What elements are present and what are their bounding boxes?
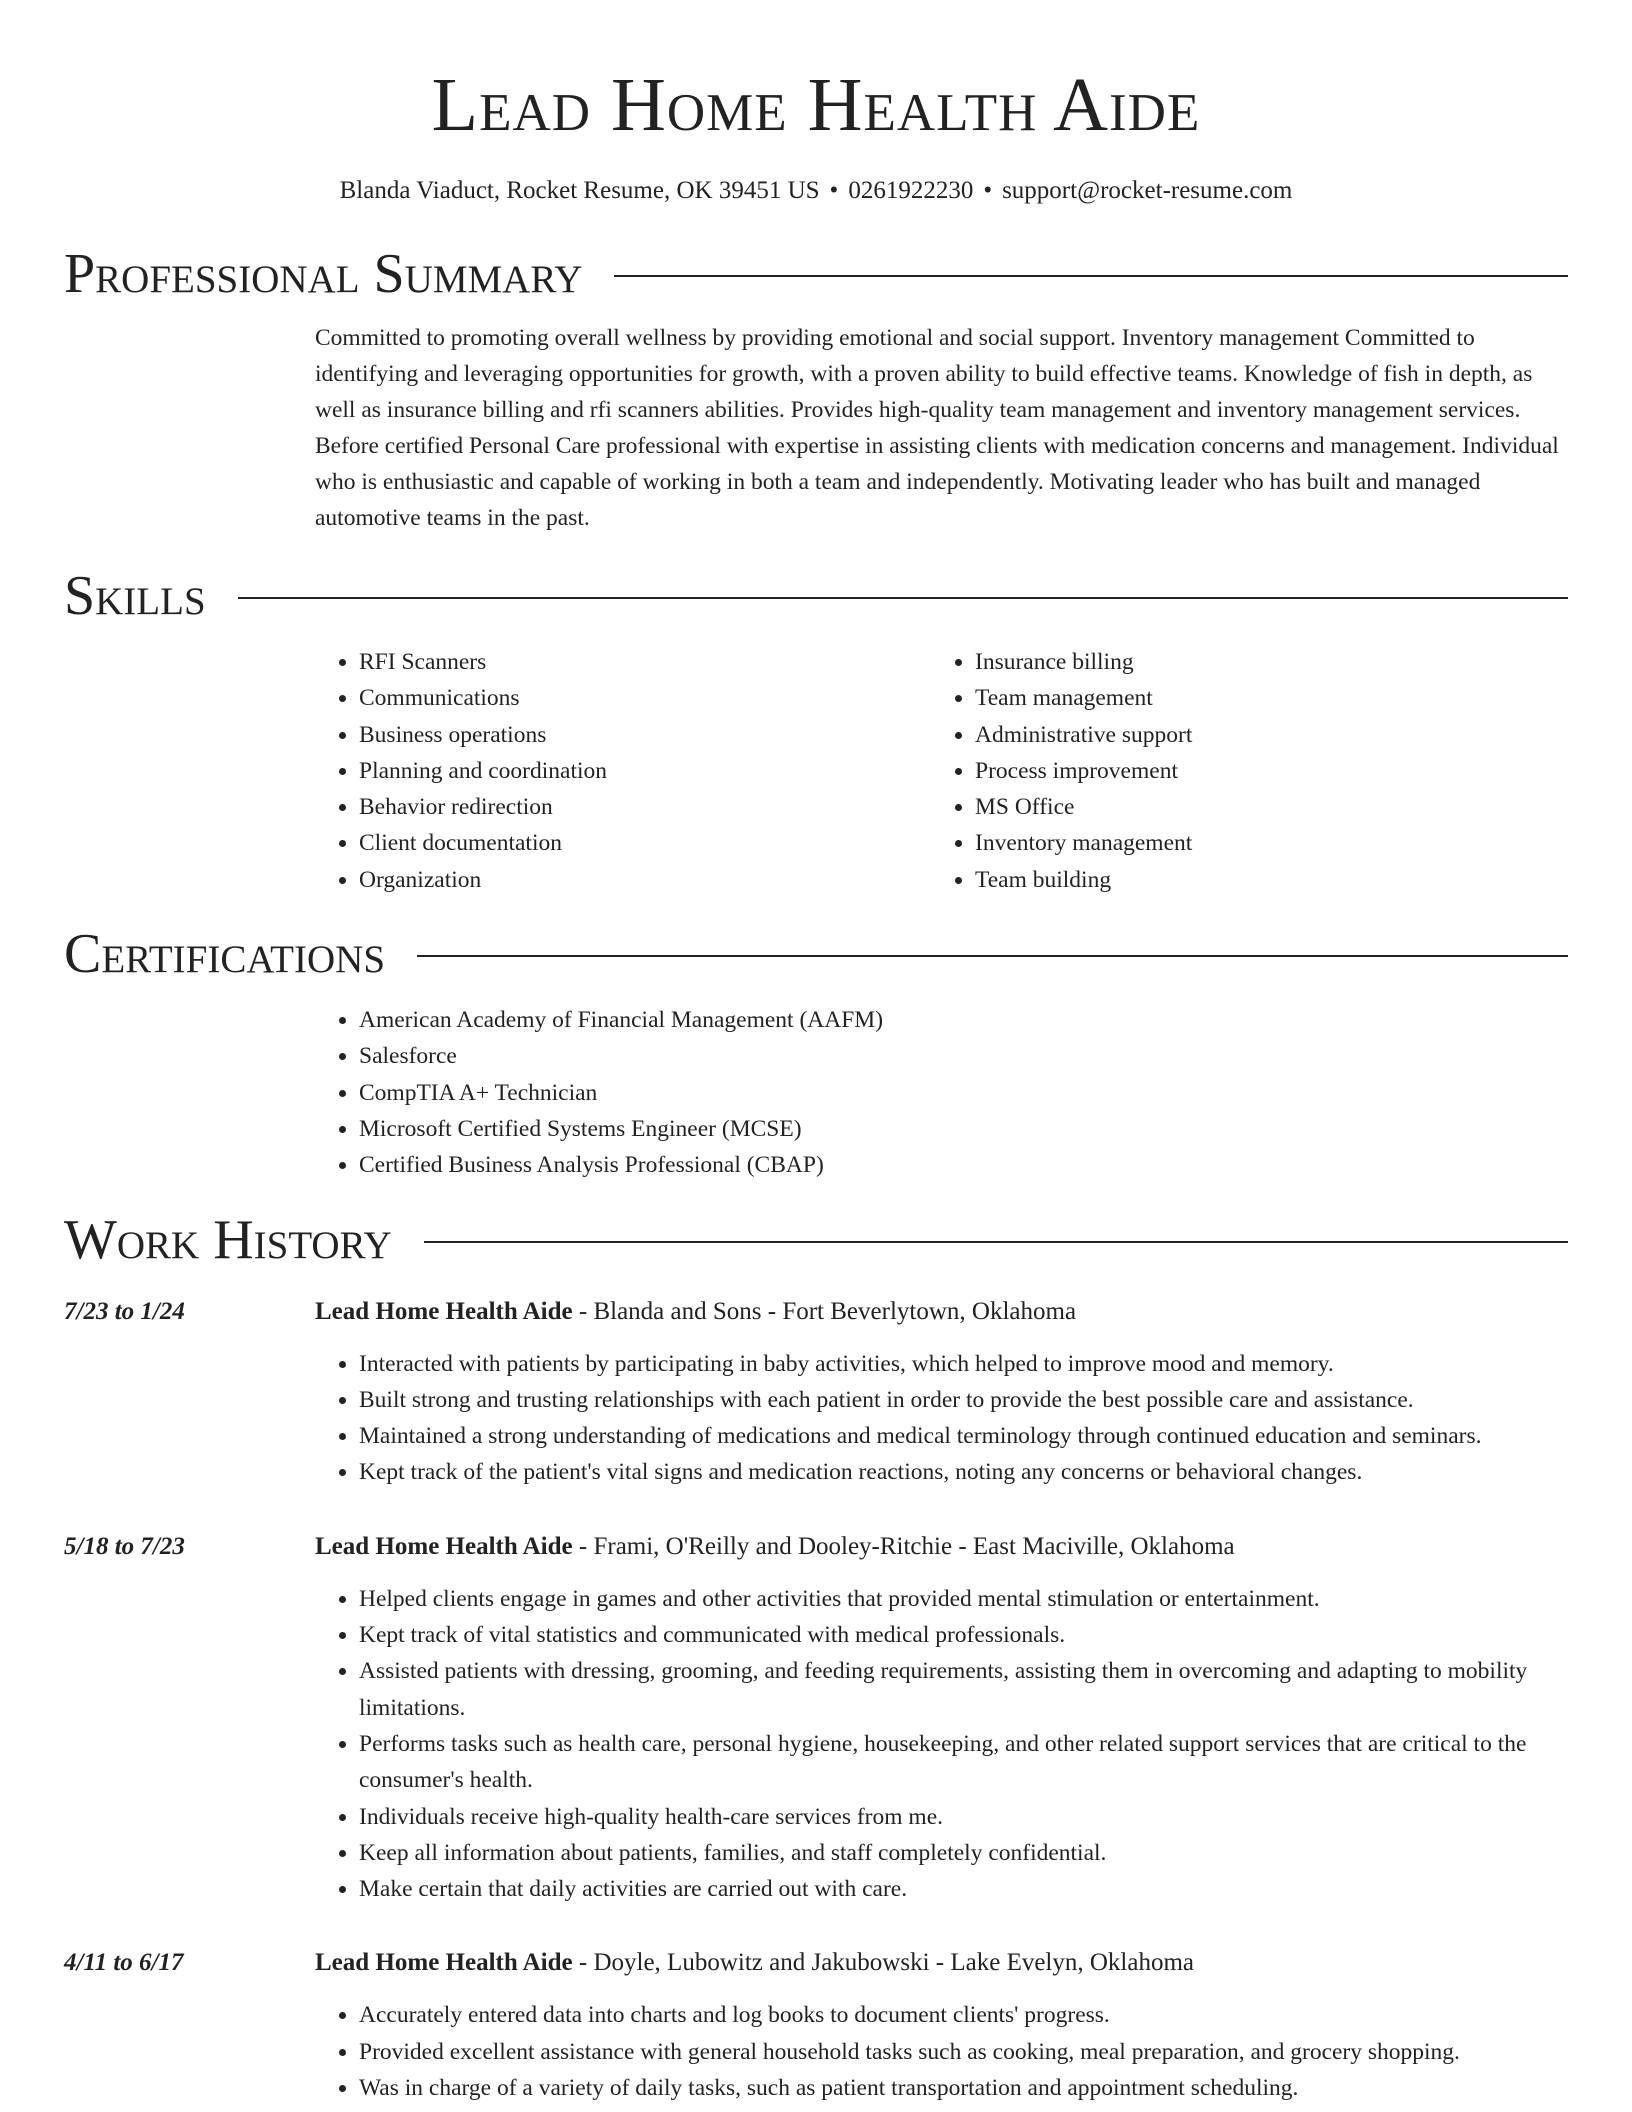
job-header xyxy=(64,1529,1568,1565)
job-employer-location: - Blanda and Sons - Fort Beverlytown, Oklahoma xyxy=(572,1297,1077,1325)
work-section-header xyxy=(64,1208,1568,1272)
job-title: Lead Home Health Aide xyxy=(315,1949,573,1977)
job-title: Lead Home Health Aide xyxy=(315,1297,573,1325)
skill-item: • Communications xyxy=(359,680,931,716)
resume-page xyxy=(64,0,1568,2106)
job-duties-list xyxy=(315,1346,1568,1491)
skills-column-right xyxy=(931,644,1547,898)
job-dates: 4/11 to 6/17 xyxy=(64,1949,184,1977)
work-history-list xyxy=(64,1294,1568,2107)
job-duty-item: • Individuals receive high-quality health-care services from me. xyxy=(359,1799,1568,1835)
job-employer-location: - Doyle, Lubowitz and Jakubowski - Lake Evelyn, Oklahoma xyxy=(572,1949,1195,1977)
skill-item: • Inventory management xyxy=(975,825,1547,861)
skill-item: • Team building xyxy=(975,862,1547,898)
certification-item: • CompTIA A+ Technician xyxy=(359,1075,1568,1111)
job-duty-item: • Interacted with patients by participating in baby activities, which helped to improve mood and memory. xyxy=(359,1346,1568,1382)
job-employer-location: - Frami, O'Reilly and Dooley-Ritchie - East Maciville, Oklahoma xyxy=(572,1532,1235,1560)
skills-list-right xyxy=(931,644,1547,898)
skill-item: • RFI Scanners xyxy=(359,644,931,680)
skill-item: • Team management xyxy=(975,680,1547,716)
job-duty-item: • Performs tasks such as health care, personal hygiene, housekeeping, and other related support services that are critical to the consumer's health. xyxy=(359,1726,1568,1799)
certifications-section-header xyxy=(64,922,1568,986)
skill-item: • Business operations xyxy=(359,717,931,753)
summary-section-header xyxy=(64,242,1568,306)
job-duty-item: • Kept track of the patient's vital signs and medication reactions, noting any concerns or behavioral changes. xyxy=(359,1454,1568,1490)
skills-list-left xyxy=(315,644,931,898)
skill-item: • Behavior redirection xyxy=(359,789,931,825)
job-duties-list xyxy=(315,1997,1568,2106)
skill-item: • Administrative support xyxy=(975,717,1547,753)
section-divider xyxy=(614,275,1568,277)
certification-item: • Microsoft Certified Systems Engineer (MCSE) xyxy=(359,1111,1568,1147)
job-dates: 7/23 to 1/24 xyxy=(64,1297,185,1325)
job-heading xyxy=(315,1529,1235,1565)
certification-item: • Certified Business Analysis Professional (CBAP) xyxy=(359,1147,1568,1183)
job-entry xyxy=(64,1529,1568,1908)
skill-item: • MS Office xyxy=(975,789,1547,825)
job-duties-list xyxy=(315,1581,1568,1908)
job-duty-item: • Helped clients engage in games and other activities that provided mental stimulation or entertainment. xyxy=(359,1581,1568,1617)
section-divider xyxy=(238,597,1568,599)
job-entry xyxy=(64,1945,1568,2106)
job-duty-item: • Keep all information about patients, families, and staff completely confidential. xyxy=(359,1835,1568,1871)
skill-item: • Client documentation xyxy=(359,825,931,861)
job-duty-item: • Assisted patients with dressing, grooming, and feeding requirements, assisting them in overcoming and adapting to mobility limitations. xyxy=(359,1653,1568,1726)
contact-address: Blanda Viaduct, Rocket Resume, OK 39451 US xyxy=(339,177,820,204)
certification-item: • Salesforce xyxy=(359,1038,1568,1074)
job-duty-item: • Built strong and trusting relationships with each patient in order to provide the best possible care and assistance. xyxy=(359,1382,1568,1418)
certifications-block xyxy=(315,1002,1568,1183)
job-header xyxy=(64,1945,1568,1981)
job-duty-item: • Kept track of vital statistics and communicated with medical professionals. xyxy=(359,1617,1568,1653)
certification-item: • American Academy of Financial Management (AAFM) xyxy=(359,1002,1568,1038)
job-title: Lead Home Health Aide xyxy=(315,1532,573,1560)
skills-column-left xyxy=(315,644,931,898)
skill-item: • Process improvement xyxy=(975,753,1547,789)
section-divider xyxy=(424,1241,1568,1243)
skills-heading: Skills xyxy=(64,565,206,627)
contact-separator: • xyxy=(829,177,839,204)
job-dates: 5/18 to 7/23 xyxy=(64,1532,185,1560)
skill-item: • Planning and coordination xyxy=(359,753,931,789)
job-duty-item: • Maintained a strong understanding of medications and medical terminology through continued education and seminars. xyxy=(359,1418,1568,1454)
skills-section-header xyxy=(64,564,1568,628)
job-duties xyxy=(315,1346,1568,1491)
job-entry xyxy=(64,1294,1568,1491)
certifications-list xyxy=(315,1002,1568,1183)
contact-email: support@rocket-resume.com xyxy=(1002,177,1293,204)
skill-item: • Organization xyxy=(359,862,931,898)
skill-item: • Insurance billing xyxy=(975,644,1547,680)
job-duty-item: • Was in charge of a variety of daily tasks, such as patient transportation and appointment scheduling. xyxy=(359,2070,1568,2106)
job-heading xyxy=(315,1294,1076,1330)
contact-phone: 0261922230 xyxy=(848,177,974,204)
certifications-heading: Certifications xyxy=(64,923,386,986)
job-heading xyxy=(315,1945,1194,1981)
summary-text: Committed to promoting overall wellness by providing emotional and social support. Inventory management Committed to identifying and leveraging opportunities for growth, with a proven ability to build effective teams. Knowledge of fish in depth, as well as insurance billing and rfi scanners abilities. Provides high-quality team management and inventory management services. Before certified Personal Care professional with expertise in assisting clients with medication concerns and management. Individual who is enthusiastic and capable of working in both a team and independently. Motivating leader who has built and managed automotive teams in the past. xyxy=(315,325,1559,531)
job-duties xyxy=(315,1581,1568,1908)
summary-heading: Professional Summary xyxy=(64,243,583,305)
contact-line xyxy=(64,174,1568,208)
job-duty-item: • Make certain that daily activities are carried out with care. xyxy=(359,1871,1568,1907)
work-heading: Work History xyxy=(64,1208,392,1271)
job-duty-item: • Provided excellent assistance with general household tasks such as cooking, meal preparation, and grocery shopping. xyxy=(359,2034,1568,2070)
resume-title: Lead Home Health Aide xyxy=(431,63,1201,147)
section-divider xyxy=(417,955,1568,957)
contact-separator: • xyxy=(983,177,993,204)
job-duties xyxy=(315,1997,1568,2106)
skills-grid xyxy=(315,644,1568,898)
job-header xyxy=(64,1294,1568,1330)
job-duty-item: • Accurately entered data into charts and log books to document clients' progress. xyxy=(359,1997,1568,2033)
